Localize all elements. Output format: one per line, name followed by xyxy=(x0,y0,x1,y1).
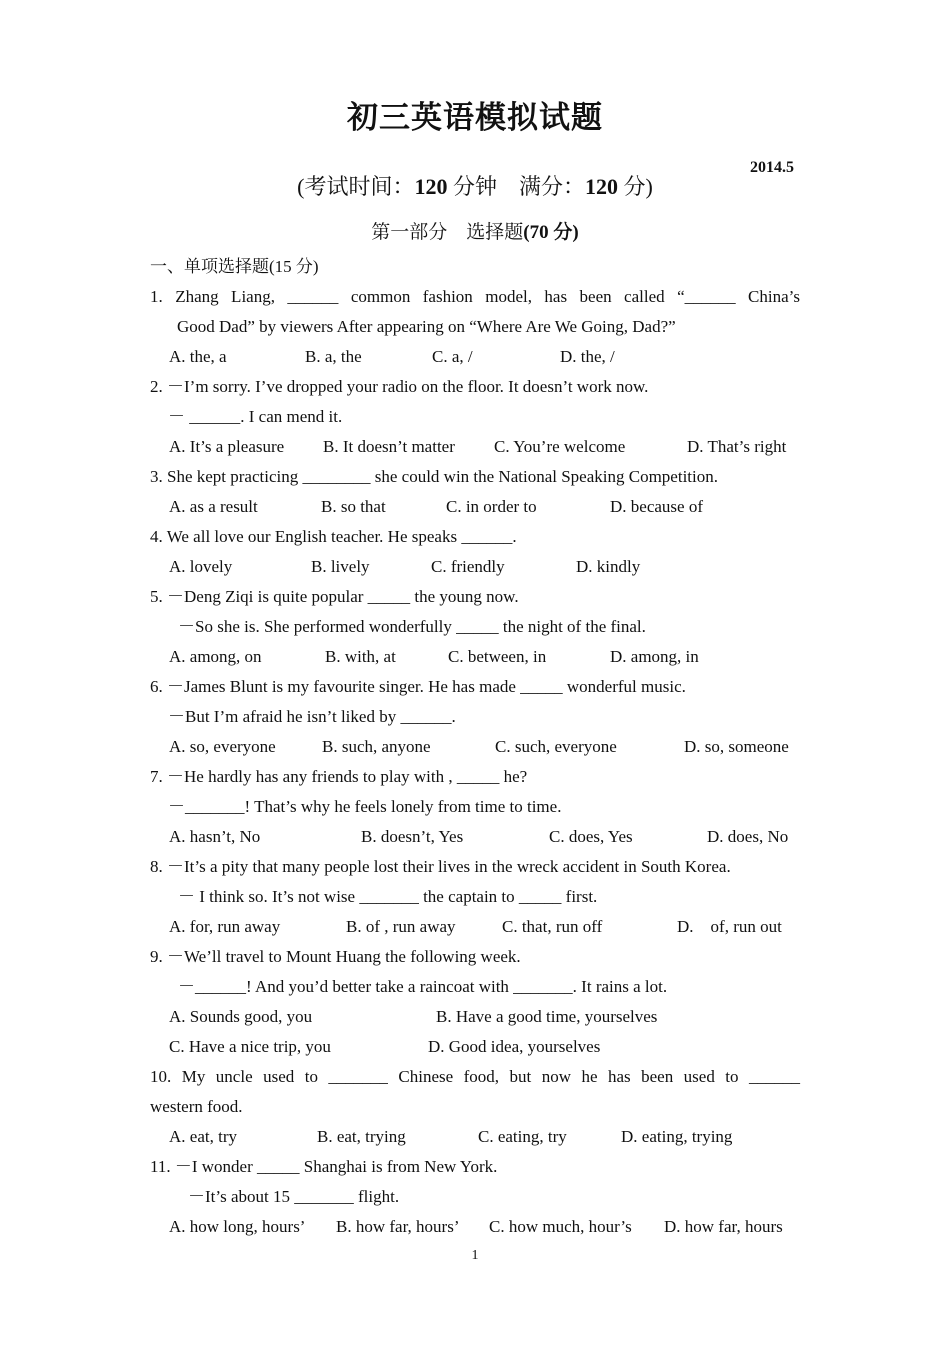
option-d: D. eating, trying xyxy=(621,1127,733,1146)
question-4-options xyxy=(150,552,800,582)
option-a: A. lovely xyxy=(169,557,233,576)
option-d: D. kindly xyxy=(576,557,641,576)
option-d: D. Good idea, yourselves xyxy=(428,1037,601,1056)
option-b: B. of , run away xyxy=(346,917,456,936)
option-b: B. so that xyxy=(321,497,386,516)
option-d: D. That’s right xyxy=(687,437,787,456)
exam-date: 2014.5 xyxy=(750,159,794,176)
option-d: D. among, in xyxy=(610,647,699,666)
question-7-line-1: 7. －He hardly has any friends to play with , _____ he? xyxy=(150,767,528,786)
option-a: A. among, on xyxy=(169,647,262,666)
question-9-options-row-1 xyxy=(150,1002,800,1032)
question-9-options-row-2 xyxy=(150,1032,800,1062)
question-1-line-2: Good Dad” by viewers After appearing on “Where Are We Going, Dad?” xyxy=(177,317,676,336)
option-c: C. Have a nice trip, you xyxy=(169,1037,331,1056)
part-heading xyxy=(0,217,950,244)
option-b: B. It doesn’t matter xyxy=(323,437,455,456)
question-8-line-1: 8. －It’s a pity that many people lost their lives in the wreck accident in South Korea. xyxy=(150,857,731,876)
option-d: D. how far, hours xyxy=(664,1217,783,1236)
option-b: B. such, anyone xyxy=(322,737,431,756)
option-c: C. does, Yes xyxy=(549,827,633,846)
question-6-options xyxy=(150,732,800,762)
option-b: B. lively xyxy=(311,557,370,576)
option-d: D. does, No xyxy=(707,827,789,846)
option-a: A. how long, hours’ xyxy=(169,1217,306,1236)
question-2-line-1: 2. －I’m sorry. I’ve dropped your radio on the floor. It doesn’t work now. xyxy=(150,377,649,396)
exam-info xyxy=(0,170,950,201)
question-5-line-1: 5. －Deng Ziqi is quite popular _____ the young now. xyxy=(150,587,519,606)
exam-info-open: (考试时间： xyxy=(297,174,415,199)
option-b: B. with, at xyxy=(325,647,396,666)
question-3-line-1: 3. She kept practicing ________ she could win the National Speaking Competition. xyxy=(150,467,718,486)
question-2-line-2: － ______. I can mend it. xyxy=(168,407,343,426)
question-3-options xyxy=(150,492,800,522)
option-b: B. eat, trying xyxy=(317,1127,406,1146)
question-6-line-2: －But I’m afraid he isn’t liked by ______. xyxy=(168,707,456,726)
time-unit: 分钟 满分： xyxy=(447,174,585,199)
option-a: A. as a result xyxy=(169,497,258,516)
option-b: B. Have a good time, yourselves xyxy=(436,1007,658,1026)
question-11-line-1: 11. －I wonder _____ Shanghai is from New York. xyxy=(150,1157,498,1176)
option-a: A. It’s a pleasure xyxy=(169,437,285,456)
question-4-line-1: 4. We all love our English teacher. He speaks ______. xyxy=(150,527,517,546)
question-10-line-2: western food. xyxy=(150,1097,243,1116)
question-10-options xyxy=(150,1122,800,1152)
option-c: C. in order to xyxy=(446,497,537,516)
question-10-line-1: 10. My uncle used to _______ Chinese food, but now he has been used to ______ xyxy=(150,1067,800,1086)
option-d: D. so, someone xyxy=(684,737,789,756)
option-d: D. the, / xyxy=(560,347,615,366)
score-unit: 分) xyxy=(618,174,653,199)
part-title: 第一部分 选择题 xyxy=(371,222,524,243)
question-8-line-2: － I think so. It’s not wise _______ the captain to _____ first. xyxy=(178,887,598,906)
option-c: C. such, everyone xyxy=(495,737,617,756)
option-c: C. between, in xyxy=(448,647,547,666)
question-11-options xyxy=(150,1212,800,1242)
option-b: B. doesn’t, Yes xyxy=(361,827,464,846)
option-c: C. how much, hour’s xyxy=(489,1217,632,1236)
question-9-line-2: －______! And you’d better take a raincoat with _______. It rains a lot. xyxy=(178,977,668,996)
part-score: (70 分) xyxy=(523,222,579,243)
option-a: A. hasn’t, No xyxy=(169,827,261,846)
option-d: D. of, run out xyxy=(677,917,782,936)
score-value: 120 xyxy=(585,174,618,199)
question-8-options xyxy=(150,912,800,942)
question-1-options xyxy=(150,342,800,372)
question-5-options xyxy=(150,642,800,672)
option-a: A. the, a xyxy=(169,347,227,366)
question-2-options xyxy=(150,432,800,462)
option-a: A. eat, try xyxy=(169,1127,237,1146)
option-a: A. so, everyone xyxy=(169,737,276,756)
option-c: C. a, / xyxy=(432,347,473,366)
question-5-line-2: －So she is. She performed wonderfully _____ the night of the final. xyxy=(178,617,646,636)
option-c: C. that, run off xyxy=(502,917,603,936)
question-1-line-1: 1. Zhang Liang, ______ common fashion model, has been called “______ China’s xyxy=(150,287,800,306)
question-6-line-1: 6. －James Blunt is my favourite singer. He has made _____ wonderful music. xyxy=(150,677,686,696)
option-b: B. how far, hours’ xyxy=(336,1217,460,1236)
question-7-options xyxy=(150,822,800,852)
option-a: A. Sounds good, you xyxy=(169,1007,313,1026)
page-number: 1 xyxy=(471,1248,479,1263)
option-c: C. You’re welcome xyxy=(494,437,626,456)
question-9-line-1: 9. －We’ll travel to Mount Huang the following week. xyxy=(150,947,521,966)
option-a: A. for, run away xyxy=(169,917,281,936)
option-b: B. a, the xyxy=(305,347,362,366)
option-d: D. because of xyxy=(610,497,703,516)
time-value: 120 xyxy=(414,174,448,199)
question-11-line-2: －It’s about 15 _______ flight. xyxy=(188,1187,400,1206)
section-heading: 一、单项选择题(15 分) xyxy=(150,257,319,276)
page-title: 初三英语模拟试题 xyxy=(347,100,603,135)
question-7-line-2: －_______! That’s why he feels lonely from time to time. xyxy=(168,797,562,816)
option-c: C. friendly xyxy=(431,557,505,576)
option-c: C. eating, try xyxy=(478,1127,567,1146)
questions-area xyxy=(150,252,800,1242)
